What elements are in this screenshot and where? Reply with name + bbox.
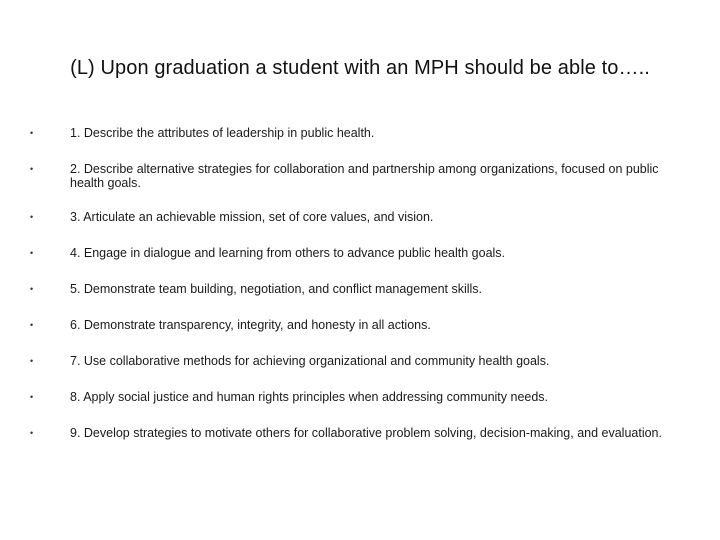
list-item bbox=[30, 162, 680, 190]
list-item bbox=[30, 426, 680, 440]
bullet-icon: • bbox=[30, 164, 34, 174]
list-item-text: 4. Engage in dialogue and learning from others to advance public health goals. bbox=[70, 246, 506, 260]
competency-list bbox=[30, 126, 680, 462]
bullet-icon: • bbox=[30, 392, 34, 402]
bullet-icon: • bbox=[30, 284, 34, 294]
list-item bbox=[30, 354, 680, 368]
list-item bbox=[30, 126, 680, 140]
list-item-text: 8. Apply social justice and human rights principles when addressing community needs. bbox=[70, 390, 549, 404]
bullet-icon: • bbox=[30, 428, 34, 438]
list-item-text: 7. Use collaborative methods for achieving organizational and community health goals. bbox=[70, 354, 550, 368]
list-item bbox=[30, 282, 680, 296]
list-item bbox=[30, 210, 680, 224]
list-item-text: 2. Describe alternative strategies for collaboration and partnership among organizations, focused on public health goals. bbox=[70, 162, 659, 190]
bullet-icon: • bbox=[30, 248, 34, 258]
list-item-text: 3. Articulate an achievable mission, set of core values, and vision. bbox=[70, 210, 434, 224]
bullet-icon: • bbox=[30, 356, 34, 366]
slide-title: (L) Upon graduation a student with an MPH should be able to….. bbox=[70, 57, 650, 79]
list-item-text: 6. Demonstrate transparency, integrity, and honesty in all actions. bbox=[70, 318, 431, 332]
list-item-text: 5. Demonstrate team building, negotiation, and conflict management skills. bbox=[70, 282, 483, 296]
list-item bbox=[30, 246, 680, 260]
list-item bbox=[30, 318, 680, 332]
list-item-text: 1. Describe the attributes of leadership in public health. bbox=[70, 126, 375, 140]
bullet-icon: • bbox=[30, 320, 34, 330]
bullet-icon: • bbox=[30, 128, 34, 138]
list-item bbox=[30, 390, 680, 404]
bullet-icon: • bbox=[30, 212, 34, 222]
list-item-text: 9. Develop strategies to motivate others for collaborative problem solving, decision-making, and evaluation. bbox=[70, 426, 662, 440]
